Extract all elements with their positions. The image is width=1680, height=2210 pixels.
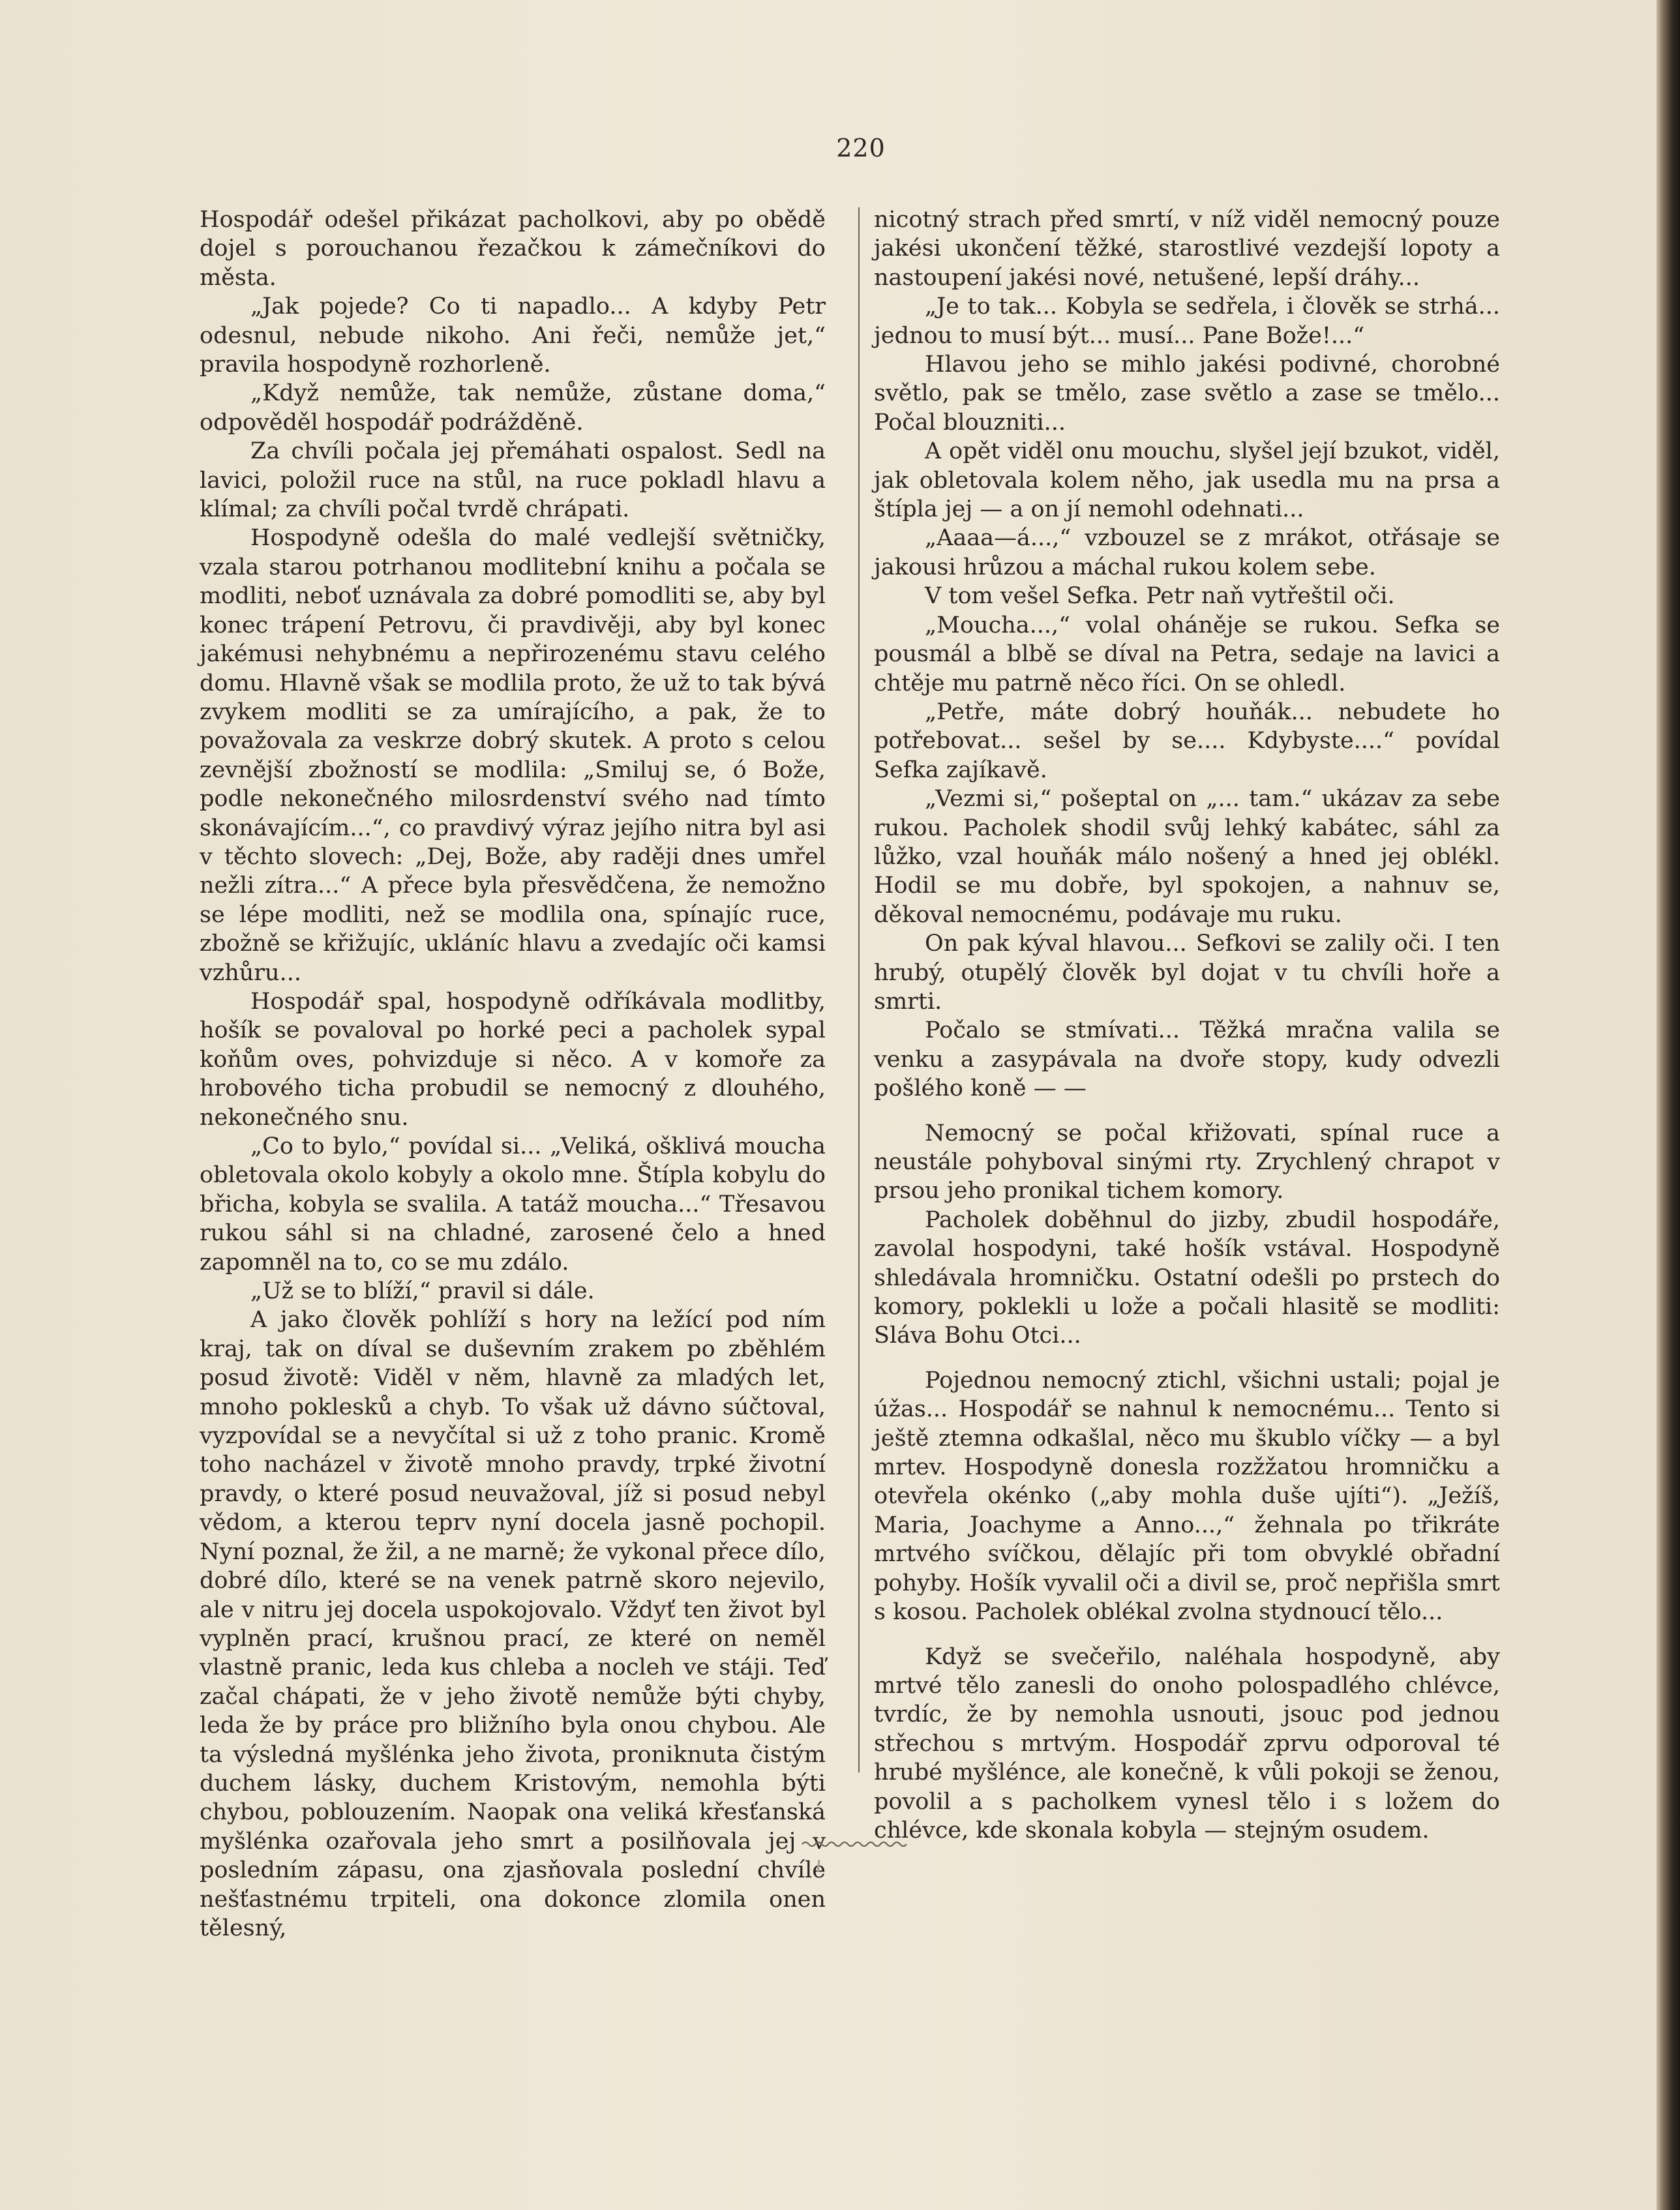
paragraph: Hlavou jeho se mihlo jakési podivné, chorobné světlo, pak se tmělo, zase světlo a zase se tmělo... Počal blouzniti... <box>874 351 1500 436</box>
paragraph: Pacholek doběhnul do jizby, zbudil hospodáře, zavolal hospodyni, také hošík vstával. Hospodyně shledávala hromničku. Ostatní odešli po prstech do komory, poklekli u lože a počali hlasitě se modliti: Sláva Bohu Otci... <box>874 1206 1500 1349</box>
paragraph: Počalo se stmívati... Těžká mračna valila se venku a zasypávala na dvoře stopy, kudy odvezli pošlého koně — — <box>874 1017 1500 1102</box>
paragraph: nicotný strach před smrtí, v níž viděl nemocný pouze jakési ukončení těžké, starostlivé vezdejší lopoty a nastoupení jakési nové, netušené, lepší dráhy... <box>874 207 1500 291</box>
paragraph: Když se svečeřilo, naléhala hospodyně, aby mrtvé tělo zanesli do onoho polospadlého chlévce, tvrdíc, že by nemohla usnouti, jsouc pod jednou střechou s mrtvým. Hospodář zprvu odporoval té hrubé myšlénce, ale konečně, k vůli pokoji se ženou, povolil a s pacholkem vynesl tělo i s ložem do chlévce, kde skonala kobyla — stejným osudem. <box>874 1643 1500 1844</box>
paragraph: On pak kýval hlavou... Sefkovi se zalily oči. I ten hrubý, otupělý člověk byl dojat v tu chvíli hoře a smrti. <box>874 931 1500 1015</box>
paragraph: „Už se to blíží,“ pravil si dále. <box>250 1278 595 1305</box>
paragraph: A jako člověk pohlíží s hory na ležící pod ním kraj, tak on díval se duševním zrakem po zběhlém posud životě: Viděl v něm, hlavně za mladých let, mnoho poklesků a chyb. To však už dávno súčtoval, vyzpovídal se a nevyčítal si už z toho pranic. Kromě toho nacházel v životě mnoho pravdy, trpké životní pravdy, o které posud neuvažoval, jíž si posud nebyl vědom, a kterou teprv nyní docela jasně pochopil. Nyní poznal, že žil, a ne marně; že vykonal přece dílo, dobré dílo, které se na venek patrně skoro nejevilo, ale v nitru jej docela uspokojovalo. Vždyť ten život byl vyplněn prací, krušnou prací, ze které on neměl vlastně pranic, leda kus chleba a nocleh ve stáji. Teď začal chápati, že v jeho životě nemůže býti chyby, leda že by práce pro bližního byla onou chybou. Ale ta výsledná myšlénka jeho života, proniknuta čistým duchem lásky, duchem Kristovým, nemohla býti chybou, poblouzením. Naopak ona veliká křesťanská myšlénka ozařovala jeho smrt a posilňovala jej v posledním zápasu, ona zjasňovala poslední chvíle nešťastnému trpiteli, ona dokonce zlomila onen tělesný, <box>200 1307 826 1941</box>
paragraph: V tom vešel Sefka. Petr naň vytřeštil oči. <box>925 583 1395 610</box>
paragraph: Za chvíli počala jej přemáhati ospalost. Sedl na lavici, položil ruce na stůl, na ruce pokladl hlavu a klímal; za chvíli počal tvrdě chrápati. <box>200 438 826 523</box>
paragraph: Hospodyně odešla do malé vedlejší světničky, vzala starou potrhanou modlitební knihu a počala se modliti, neboť uznávala za dobré pomodliti se, aby byl konec trápení Petrovu, či pravdivěji, aby byl konec jakémusi nehybnému a nepřirozenému stavu celého domu. Hlavně však se modlila proto, že už to tak bývá zvykem modliti se za umírajícího, a pak, že to považovala za veskrze dobrý skutek. A proto s celou zevnější zbožností se modlila: „Smiluj se, ó Bože, podle nekonečného milosrdenství svého nad tímto skonávajícím...“, co pravdivý výraz jejího nitra byl asi v těchto slovech: „Dej, Bože, aby raději dnes umřel nežli zítra...“ A přece byla přesvědčena, že nemožno se lépe modliti, než se modlila ona, spínajíc ruce, zbožně se křižujíc, ukláníc hlavu a zvedajíc oči kamsi vzhůru... <box>200 525 826 986</box>
paragraph: „Když nemůže, tak nemůže, zůstane doma,“ odpověděl hospodář podrážděně. <box>200 380 826 436</box>
paragraph: „Moucha...,“ volal oháněje se rukou. Sefka se pousmál a blbě se díval na Petra, sedaje na lavici a chtěje mu patrně něco říci. On se ohledl. <box>874 612 1500 696</box>
ink-mark <box>815 1859 823 1873</box>
paragraph: Nemocný se počal křižovati, spínal ruce a neustále pohyboval sinými rty. Zrychlený chrapot v prsou jeho pronikal tichem komory. <box>874 1120 1500 1204</box>
paragraph: „Co to bylo,“ povídal si... „Veliká, ošklivá moucha obletovala okolo kobyly a okolo mne. Štípla kobylu do břicha, kobyla se svalila. A tatáž moucha...“ Třesavou rukou sáhl si na chladné, zarosené čelo a hned zapomněl na to, co se mu zdálo. <box>200 1133 826 1276</box>
paragraph: A opět viděl onu mouchu, slyšel její bzukot, viděl, jak obletovala kolem něho, jak usedla mu na prsa a štípla jej — a on jí nemohl odehnati... <box>874 438 1500 523</box>
paragraph: Pojednou nemocný ztichl, všichni ustali; pojal je úžas... Hospodář se nahnul k nemocnému... Tento si ještě ztemna odkašlal, něco mu škublo víčky — a byl mrtev. Hospodyně donesla rozžžatou hromničku a otevřela okénko („aby mohla duše ujíti“). „Ježíš, Maria, Joachyme a Anno...,“ žehnala po třikráte mrtvého svíčkou, dělajíc při tom obvyklé obřadní pohyby. Hošík vyvalil oči a divil se, proč nepřišla smrt s kosou. Pacholek oblékal zvolna stydnoucí tělo... <box>874 1367 1500 1626</box>
page-number: 220 <box>836 134 886 162</box>
paragraph: „Aaaa—á...,“ vzbouzel se z mrákot, otřásaje se jakousi hrůzou a máchal rukou kolem sebe. <box>874 525 1500 580</box>
paragraph: „Petře, máte dobrý houňák... nebudete ho potřebovat... sešel by se.... Kdybyste....“ povídal Sefka zajíkavě. <box>874 698 1500 783</box>
paragraph: „Je to tak... Kobyla se sedřela, i člověk se strhá... jednou to musí být... musí... Pane Bože!...“ <box>874 293 1500 349</box>
paragraph: „Vezmi si,“ pošeptal on „... tam.“ ukázav za sebe rukou. Pacholek shodil svůj lehký kabátec, sáhl za lůžko, vzal houňák málo nošený a hned jej oblékl. Hodil se mu dobře, byl spokojen, a nahnuv se, děkoval nemocnému, podávaje mu ruku. <box>874 786 1500 928</box>
paragraph: Hospodář spal, hospodyně odříkávala modlitby, hošík se povaloval po horké peci a pacholek sypal koňům oves, pohvizduje si něco. A v komoře za hrobového ticha probudil se nemocný z dlouhého, nekonečného snu. <box>200 988 826 1131</box>
end-ornament <box>796 1831 913 1857</box>
book-binding-edge <box>1657 0 1680 2210</box>
left-column <box>200 205 826 1943</box>
paragraph: Hospodář odešel přikázat pacholkovi, aby po obědě dojel s porouchanou řezačkou k zámečníkovi do města. <box>200 207 826 291</box>
right-column <box>874 205 1500 1845</box>
paragraph: „Jak pojede? Co ti napadlo... A kdyby Petr odesnul, nebude nikoho. Ani řeči, nemůže jet,“ pravila hospodyně rozhorleně. <box>200 293 826 378</box>
column-divider <box>858 207 860 1772</box>
